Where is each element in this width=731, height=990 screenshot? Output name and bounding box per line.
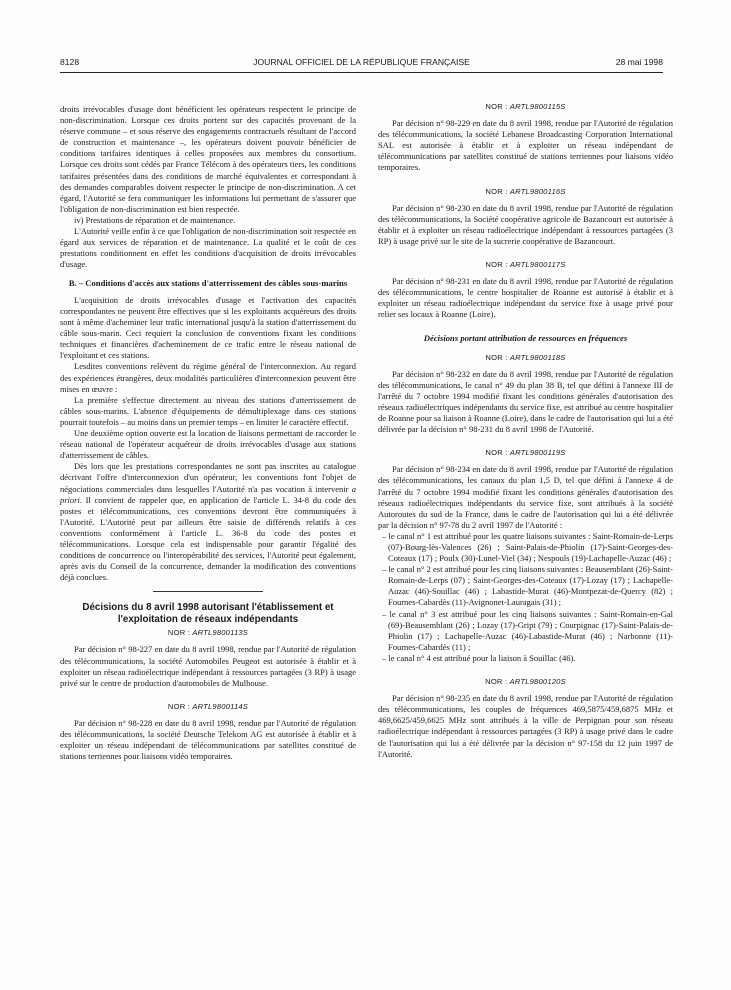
section-title: Décisions du 8 avril 1998 autorisant l'établissement et l'exploitation de réseaux indépendants — [82, 602, 334, 625]
nor-label: NOR : — [485, 352, 510, 362]
list-item: – le canal n° 2 est attribué pour les cinq liaisons suivantes : Beausemblant (26)-Saint-Romain-de-Lerps (07) ; Saint-Georges-des-Coteaux (17)-Lozay (17) ; Lachapelle-Auzac (46)-Souillac (46) ; Labastide-Murat (46)-Montpezat-de-Quercy (82) ; Fournes-Cabardès (11)-Avignonet-Lauragais (31) ; — [382, 564, 673, 608]
paragraph — [60, 461, 356, 583]
spacer — [378, 247, 673, 259]
paragraph: Par décision n° 98-235 en date du 8 avril 1998, rendue par l'Autorité de régulation des télécommunications, les couples de fréquences 469,5875/459,6875 MHz et 469,6625/459,6625 MHz sont attribués à la ville de Perpignan pour son réseau radioélectrique indépendant à ressources partagées (3 RP) à usage privé dans le cadre de l'autorisation qui lui a été délivrée par la décision n° 97-158 du 12 juin 1997 de l'Autorité. — [378, 693, 673, 759]
spacer — [378, 174, 673, 186]
nor-code: ARTL9800115S — [509, 102, 566, 111]
nor-reference — [378, 101, 673, 112]
nor-code: ARTL9800120S — [509, 677, 566, 687]
nor-reference — [378, 186, 673, 197]
paragraph: Par décision n° 98-234 en date du 8 avril 1998, rendue par l'Autorité de régulation des télécommunications, les canaux du plan 1,5 D, tel que défini à l'annexe 4 de l'arrêté du 7 octobre 1994 modifié fixant les conditions générales d'autorisation des réseaux radioélectriques indépendants du service fixe, sont attribués à la société Autoroutes du sud de la France, dans le cadre de l'autorisation qui lui a été délivrée par la décision n° 97-78 du 2 avril 1997 de l'Autorité : — [378, 464, 673, 530]
paragraph: Par décision n° 98-229 en date du 8 avril 1998, rendue par l'Autorité de régulation des télécommunications, la société Lebanese Broadcasting Corporation International SAL est autorisée à établir et à exploiter un réseau indépendant de télécommunications par satellites constitué de stations terriennes pour liaisons vidéo temporaires. — [378, 118, 673, 173]
nor-code: ARTL9800117S — [509, 260, 566, 270]
nor-label: NOR : — [167, 701, 193, 711]
list-item: – le canal n° 1 est attribué pour les quatre liaisons suivantes : Saint-Romain-de-Lerps (07)-Bourg-lès-Valences (26) ; Saint-Palais-de-Phiolin (17)-Saint-Georges-des-Coteaux (17) ; Poulx (30)-Lunel-Viel (34) ; Nespouls (19)-Lachapelle-Auzac (46) ; — [382, 530, 673, 564]
nor-code: ARTL9800114S — [192, 701, 249, 711]
paragraph: Par décision n° 98-230 en date du 8 avril 1998, rendue par l'Autorité de régulation des télécommunications, la Société coopérative agricole de Bazancourt est autorisée à établir et à exploiter un réseau radioélectrique indépendant à ressources partagées (3 RP) à usage privé sur le site de la sucrerie coopérative de Bazancourt. — [378, 202, 673, 246]
spacer — [378, 321, 673, 333]
nor-reference — [60, 701, 356, 712]
list-item: – le canal n° 3 est attribué pour les cinq liaisons suivantes : Saint-Romain-en-Gal (69)-Beausemblant (26) ; Lozay (17)-Gript (79) ; Courpignac (17)-Saint-Palais-de-Phiolin (17) ; Lachapelle-Auzac (46)-Labastide-Murat (46) ; Narbonne (11)-Fournes-Cabardès (11) ; — [382, 608, 673, 652]
nor-code: ARTL9800113S — [192, 628, 249, 638]
nor-reference — [378, 259, 673, 270]
section-divider — [153, 591, 263, 592]
paragraph: L'acquisition de droits irrévocables d'usage et l'activation des capacités correspondantes ne peuvent être effectives que si les exploitants acquéreurs des droits sont à même d'acheminer leur trafic international jusqu'à la station d'atterrissement du câble sous-marin. Ceci requiert la conclusion de conventions fixant les conditions techniques et financières d'acheminement de ce trafic entre le réseau national de l'exploitant et ces stations. — [60, 294, 356, 361]
paragraph: droits irrévocables d'usage dont bénéficient les opérateurs respectent le principe de non-discrimination. Lorsque ces droits portent sur des capacités provenant de la réserve commune – et sous réserve des engagements contractuels résultant de l'accord de construction et maintenance –, les opérateurs doivent pouvoir bénéficier de conditions tarifaires identiques à celles proposées aux membres du consortium. Lorsque ces droits sont cédés par France Télécom à des opérateurs tiers, les conditions tarifaires présentées dans des conditions de marché équivalentes et correspondant à des demandes comparables doivent respecter le principe de non-discrimination. A cet égard, l'Autorité se fera communiquer les informations lui permettant de s'assurer que l'obligation de non-discrimination est bien respectée. — [60, 104, 356, 214]
nor-code: ARTL9800118S — [509, 352, 566, 362]
page-header — [60, 56, 663, 68]
page-number: 8128 — [60, 57, 80, 67]
left-column — [60, 104, 356, 762]
paragraph: Lesdites conventions relèvent du régime général de l'interconnexion. Au regard des expériences étrangères, deux modalités particulières d'interconnexion peuvent être mises en œuvre : — [60, 361, 356, 394]
nor-reference — [378, 447, 673, 458]
paragraph: Par décision n° 98-232 en date du 8 avril 1998, rendue par l'Autorité de régulation des télécommunications, le canal n° 49 du plan 38 B, tel que défini à l'annexe III de l'arrêté du 7 octobre 1994 modifié fixant les conditions générales d'autorisation des réseaux radioélectriques indépendants du service fixe, est attribué au centre hospitalier de Roanne pour sa liaison à Roanne (Loire), dans le cadre de l'autorisation qui lui a été délivrée par la décision n° 98-231 du 8 avril 1998 de l'Autorité. — [378, 368, 673, 435]
nor-reference — [378, 352, 673, 363]
nor-label: NOR : — [485, 677, 510, 687]
nor-label: NOR : — [485, 448, 510, 458]
nor-reference — [60, 627, 356, 638]
paragraph: iv) Prestations de réparation et de maintenance. — [74, 214, 236, 225]
journal-title: JOURNAL OFFICIEL DE LA RÉPUBLIQUE FRANÇAISE — [253, 57, 470, 67]
section-subheading: B. – Conditions d'accès aux stations d'atterrissement des câbles sous-marins — [68, 278, 348, 289]
nor-code: ARTL9800119S — [509, 448, 566, 458]
nor-label: NOR : — [485, 260, 510, 270]
spacer — [378, 664, 673, 676]
text-run: . Il convient de rappeler que, en application de l'article L. 34-8 du code des postes et télécommunications, ces conventions devront être communiquées à l'Autorité. L'Autorité peut par ailleurs être saisie de différends relatifs à ces conventions conformément à l'article L. 36-8 du code des postes et télécommunications. Lorsque cela est indispensable pour garantir l'égalité des conditions de concurrence ou l'interopérabilité des services, l'Autorité peut également, après avis du Conseil de la concurrence, demander la modification des conventions déjà conclues. — [60, 494, 356, 583]
paragraph: La première s'effectue directement au niveau des stations d'atterrissement de câbles sous-marins. L'absence d'équipements de démultiplexage dans ces stations pourrait toutefois – au moins dans un premier temps – en limiter le caractère effectif. — [60, 394, 356, 427]
paragraph: Par décision n° 98-231 en date du 8 avril 1998, rendue par l'Autorité de régulation des télécommunications, le centre hospitalier de Roanne est autorisé à établir et à exploiter un réseau radioélectrique indépendant du service fixe à usage privé pour relier ses locaux à Roanne (Loire). — [378, 276, 673, 320]
spacer — [60, 689, 356, 701]
list-item: – le canal n° 4 est attribué pour la liaison à Souillac (46). — [382, 652, 576, 663]
right-column — [378, 101, 673, 760]
issue-date: 28 mai 1998 — [615, 57, 663, 67]
emphasis: a priori — [60, 483, 356, 505]
nor-code: ARTL9800116S — [509, 186, 566, 196]
paragraph: L'Autorité veille enfin à ce que l'obligation de non-discrimination soit respectée en égard aux services de réparation et de maintenance. La qualité et le coût de ces prestations conditionnent en effet les conditions d'acquisition de droits irrévocables d'usage. — [60, 226, 356, 270]
nor-label: NOR : — [485, 186, 510, 196]
text-run: Dès lors que les prestations correspondantes ne sont pas inscrites au catalogue décrivant l'offre d'interconnexion d'un opérateur, les conventions font l'objet de négociations commerciales dans lesquelles l'Autorité n'a pas vocation à intervenir — [60, 461, 356, 494]
header-rule — [60, 72, 663, 73]
section-heading: Décisions portant attribution de ressources en fréquences — [423, 332, 628, 343]
spacer — [378, 435, 673, 447]
paragraph: Par décision n° 98-227 en date du 8 avril 1998, rendue par l'Autorité de régulation des télécommunications, la société Automobiles Peugeot est autorisée à établir et à exploiter un réseau radioélectrique indépendant à ressources partagées (3 RP) à usage privé sur le centre de production d'automobiles de Mulhouse. — [60, 644, 356, 688]
nor-label: NOR : — [167, 628, 193, 638]
nor-label: NOR : — [485, 102, 510, 111]
paragraph: Une deuxième option ouverte est la location de liaisons permettant de raccorder le réseau national de l'opérateur acquéreur de droits irrévocables d'usage aux stations d'atterrissement de câbles. — [60, 428, 356, 461]
nor-reference — [378, 676, 673, 687]
paragraph: Par décision n° 98-228 en date du 8 avril 1998, rendue par l'Autorité de régulation des télécommunications, la société Deutsche Telekom AG est autorisée à établir et à exploiter un réseau indépendant de télécommunications par satellites constitué de stations terriennes pour liaisons vidéo temporaires. — [60, 717, 356, 762]
